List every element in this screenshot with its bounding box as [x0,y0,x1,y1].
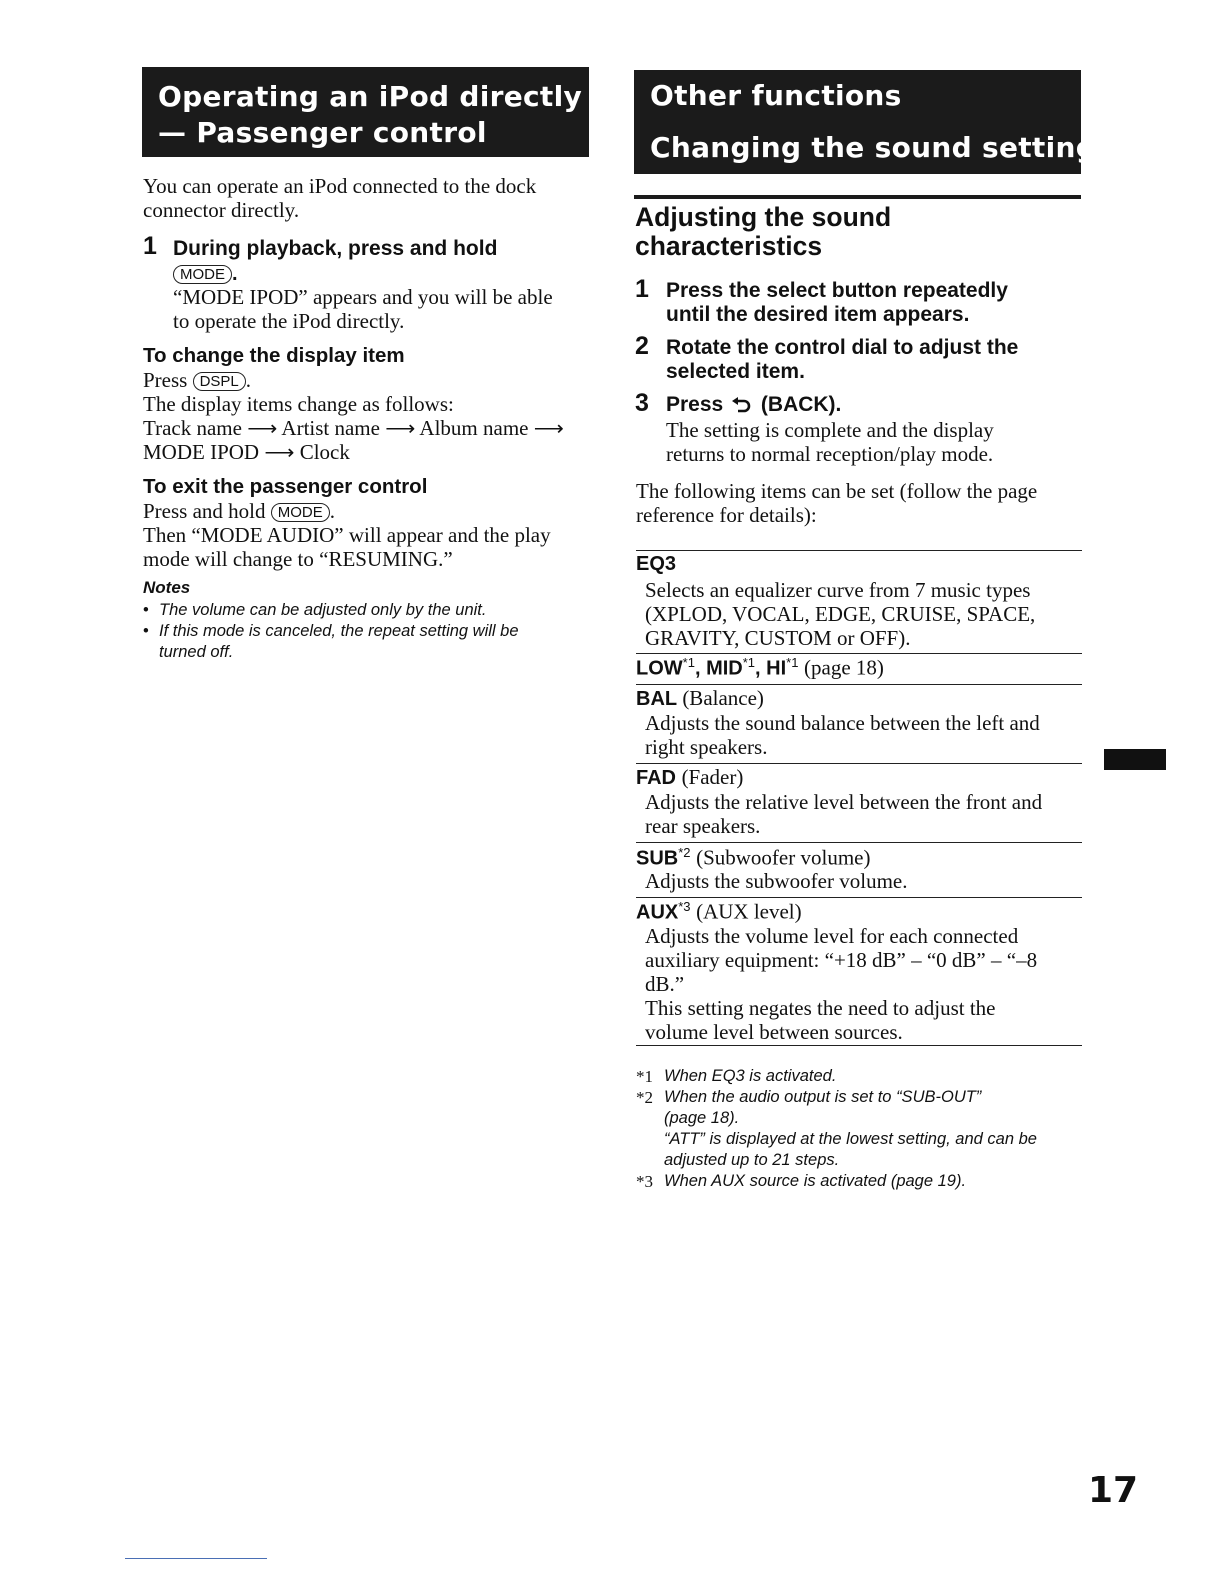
item-desc-bal: Adjusts the sound balance between the left and right speakers. [645,711,1040,759]
step-body: The setting is complete and the display returns to normal reception/play mode. [666,418,994,466]
table-rule [636,653,1082,654]
banner-title-line2: Changing the sound settings [650,131,1114,164]
list-item: • The volume can be adjusted only by the unit. [143,601,487,619]
change-display-body: Press DSPL . The display items change as follows: Track name ⟶ Artist name ⟶ Album name ⟶ MODE IPOD ⟶ Clock [143,368,564,464]
item-desc-sub: Adjusts the subwoofer volume. [645,869,908,893]
item-name-fad: FAD (Fader) [636,765,744,789]
step-text: Press the select button repeatedly until the desired item appears. [666,279,1008,326]
step-text: Rotate the control dial to adjust the selected item. [666,336,1019,383]
chapter-tab-marker [1104,749,1166,770]
step-number: 3 [635,389,649,417]
item-desc-eq3: Selects an equalizer curve from 7 music types (XPLOD, VOCAL, EDGE, CRUISE, SPACE, GRAVITY, CUSTOM or OFF). [645,578,1036,650]
item-name-aux: AUX$^{*3}$ (AUX level) [636,899,802,924]
arrow-right-icon: ⟶ [533,416,564,440]
footnotes [636,1066,1037,1192]
bullet-icon: • [143,622,149,640]
page-number: 17 [1088,1470,1139,1511]
table-rule [636,842,1082,843]
mode-button[interactable]: MODE [173,265,232,284]
table-rule [636,550,1082,551]
step-body: “MODE IPOD” appears and you will be able to operate the iPod directly. [173,285,553,333]
section-banner-right [634,70,1114,174]
item-name-low-mid-hi: LOW$^{*1}$, MID$^{*1}$, HI$^{*1}$ (page 18) [636,655,884,680]
section-banner-left [142,67,589,157]
item-name-sub: SUB$^{*2}$ (Subwoofer volume) [636,845,871,870]
footnote: *3 When AUX source is activated (page 19). [636,1172,967,1191]
display-sequence-line1: Track name ⟶ Artist name ⟶ Album name ⟶ [143,416,564,440]
footnote: *2 When the audio output is set to “SUB-OUT” (page 18). “ATT” is displayed at the lowest setting, and can be adjusted up to 21 steps. [636,1088,1037,1169]
step-title: During playback, press and hold [173,237,498,260]
list-item: • If this mode is canceled, the repeat setting will be [143,622,519,640]
item-desc-fad: Adjusts the relative level between the front and rear speakers. [645,790,1043,838]
item-name-bal: BAL (Balance) [636,686,764,710]
table-rule [636,684,1082,685]
exit-body: Press and hold MODE . Then “MODE AUDIO” will appear and the play mode will change to “RESUMING.” [143,499,551,571]
dspl-button[interactable]: DSPL [193,372,246,391]
bullet-icon: • [143,601,149,619]
notes-heading: Notes [143,578,191,597]
back-arrow-icon [731,396,753,414]
arrow-right-icon: ⟶ [385,416,416,440]
bottom-rule [125,1558,267,1559]
mode-button-row: MODE . [173,263,238,286]
subheading-exit: To exit the passenger control [143,475,428,498]
subheading-change-display: To change the display item [143,344,405,367]
banner-title-line1: Other functions [650,79,902,112]
display-sequence-line2: MODE IPOD ⟶ Clock [143,440,350,464]
banner-title-line2: — Passenger control [158,116,487,149]
step-number: 1 [635,275,649,303]
footnote: *1 When EQ3 is activated. [636,1067,837,1086]
step-number: 1 [143,232,157,260]
arrow-right-icon: ⟶ [264,440,295,464]
item-desc-aux: Adjusts the volume level for each connected auxiliary equipment: “+18 dB” – “0 dB” – “–8 dB.” This setting negates the need to adjust the volume level between sources. [645,924,1038,1044]
step-number: 2 [635,332,649,360]
banner-title-line1: Operating an iPod directly [158,80,583,113]
table-rule [636,897,1082,898]
notes-list: • The volume can be adjusted only by the unit. • If this mode is canceled, the repeat setting will be turned off. [143,601,519,661]
intro-paragraph: You can operate an iPod connected to the dock connector directly. [143,174,537,222]
table-rule [636,1045,1082,1046]
mode-button[interactable]: MODE [271,503,330,522]
arrow-right-icon: ⟶ [247,416,278,440]
item-name-eq3: EQ3 [636,553,677,575]
step-text: Press (BACK). [666,393,842,416]
table-rule [636,763,1082,764]
following-paragraph: The following items can be set (follow the page reference for details): [636,479,1038,527]
section-rule-thick [634,195,1081,199]
section-title: Adjusting the sound characteristics [635,202,892,261]
